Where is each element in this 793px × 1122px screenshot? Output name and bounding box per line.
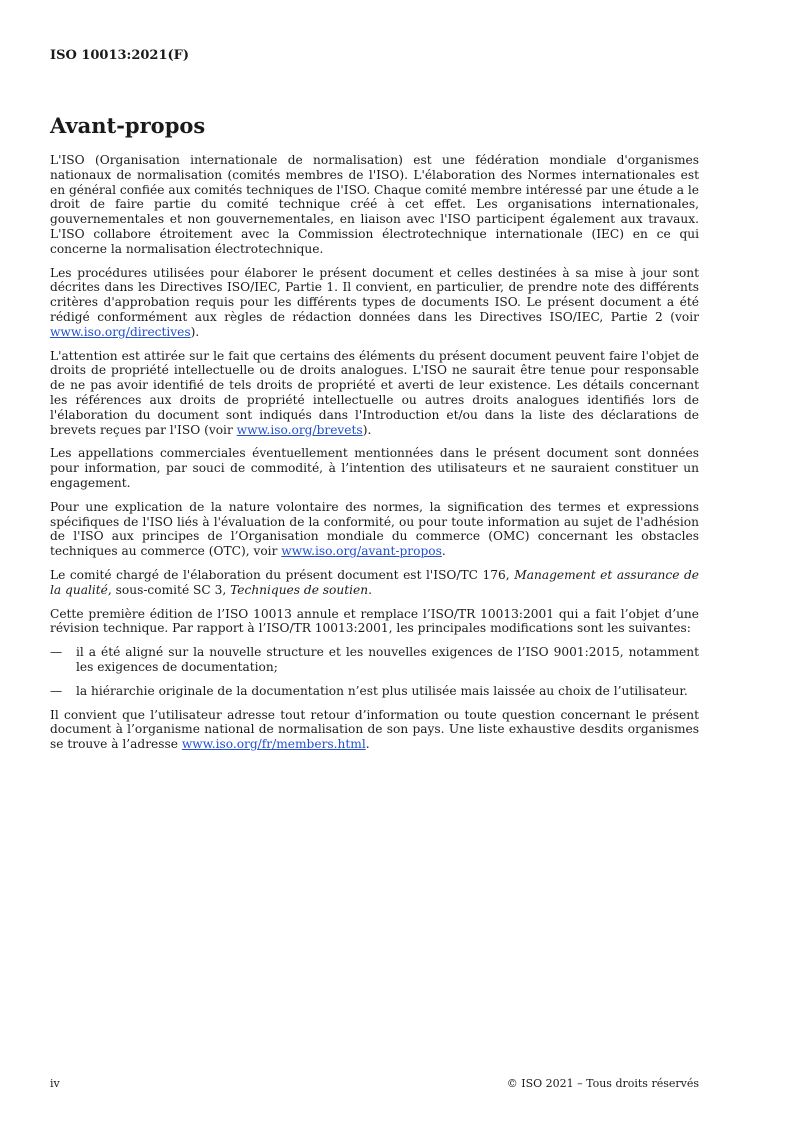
paragraph-committee — [50, 568, 699, 598]
page-title: Avant-propos — [50, 113, 206, 138]
paragraph-text-end: ). — [190, 324, 200, 339]
foreword-body — [50, 153, 699, 761]
paragraph-patents — [50, 349, 699, 438]
paragraph-voluntary-nature — [50, 500, 699, 559]
paragraph-text: Le comité chargé de l'élaboration du présent document est l'ISO/TC 176, — [50, 567, 515, 582]
paragraph-text-mid: , sous-comité SC 3, — [107, 582, 231, 597]
list-dash: — — [50, 645, 63, 660]
members-link[interactable]: www.iso.org/fr/members.html — [181, 737, 366, 752]
directives-link[interactable]: www.iso.org/directives — [50, 324, 191, 339]
paragraph-iso-intro: L'ISO (Organisation internationale de normalisation) est une fédération mondiale d'organismes nationaux de normalisation (comités membres de l'ISO). L'élaboration des Normes internationales est en général confiée aux comités techniques de l'ISO. Chaque comité membre intéressé par une étude a le droit de faire partie du comité technique créé à cet effet. Les organisations internationales, gouvernementales et non gouvernementales, en liaison avec l'ISO participent également aux travaux. L'ISO collabore étroitement avec la Commission électrotechnique internationale (IEC) en ce qui concerne la normalisation électrotechnique. — [50, 153, 699, 256]
paragraph-text-end: . — [365, 737, 370, 752]
paragraph-text: L'attention est attirée sur le fait que certains des éléments du présent document peuvent faire l'objet de droits de propriété intellectuelle ou de droits analogues. L'ISO ne saurait être tenue pour responsable de ne pas avoir identifié de tels droits de propriété et averti de leur existence. Les détails concernant les références aux droits de propriété intellectuelle ou autres droits analogues identifiés lors de l'élaboration du document sont indiqués dans l'Introduction et/ou dans la liste des déclarations de brevets reçues par l'ISO (voir — [50, 348, 699, 437]
list-dash: — — [50, 683, 63, 698]
paragraph-procedures — [50, 266, 699, 340]
page-number: iv — [50, 1077, 60, 1090]
paragraph-text: Les procédures utilisées pour élaborer le présent document et celles destinées à sa mise à jour sont décrites dans les Directives ISO/IEC, Partie 1. Il convient, en particulier, de prendre note des différents critères d'approbation requis pour les différents types de documents ISO. Le présent document a été rédigé conformément aux règles de rédaction données dans les Directives ISO/IEC, Partie 2 (voir — [50, 265, 699, 324]
paragraph-trade-names: Les appellations commerciales éventuellement mentionnées dans le présent document sont données pour information, par souci de commodité, à l’intention des utilisateurs et ne sauraient constituer un engagement. — [50, 446, 699, 490]
patents-link[interactable]: www.iso.org/brevets — [236, 422, 363, 437]
list-item — [50, 645, 699, 675]
paragraph-text-end: ). — [362, 422, 372, 437]
subcommittee-title: Techniques de soutien — [230, 582, 369, 597]
paragraph-text: Pour une explication de la nature volontaire des normes, la signification des termes et expressions spécifiques de l'ISO liés à l'évaluation de la conformité, ou pour toute information au sujet de l'adhésion de l'ISO aux principes de l’Organisation mondiale du commerce (OMC) concernant les obstacles techniques au commerce (OTC), voir — [50, 499, 699, 559]
paragraph-text: Il convient que l’utilisateur adresse tout retour d’information ou toute question concernant le présent document à l’organisme national de normalisation de son pays. Une liste exhaustive desdits organismes se trouve à l’adresse — [50, 707, 699, 752]
list-item-text: la hiérarchie originale de la documentation n’est plus utilisée mais laissée au choix de l’utilisateur. — [76, 683, 688, 698]
paragraph-text-end: . — [368, 582, 372, 597]
paragraph-feedback — [50, 708, 699, 752]
committee-title: Management et assurance de la qualité — [50, 567, 699, 597]
document-id-header: ISO 10013:2021(F) — [50, 48, 190, 63]
list-item — [50, 684, 699, 699]
foreword-link[interactable]: www.iso.org/avant-propos — [281, 544, 442, 559]
copyright-notice: © ISO 2021 – Tous droits réservés — [506, 1077, 699, 1090]
paragraph-text-end: . — [441, 544, 446, 559]
paragraph-edition: Cette première édition de l’ISO 10013 annule et remplace l’ISO/TR 10013:2001 qui a fait l’objet d’une révision technique. Par rapport à l’ISO/TR 10013:2001, les principales modifications sont les suivantes: — [50, 606, 699, 636]
list-item-text: il a été aligné sur la nouvelle structure et les nouvelles exigences de l’ISO 9001:2015, notamment les exigences de documentation; — [76, 645, 699, 674]
